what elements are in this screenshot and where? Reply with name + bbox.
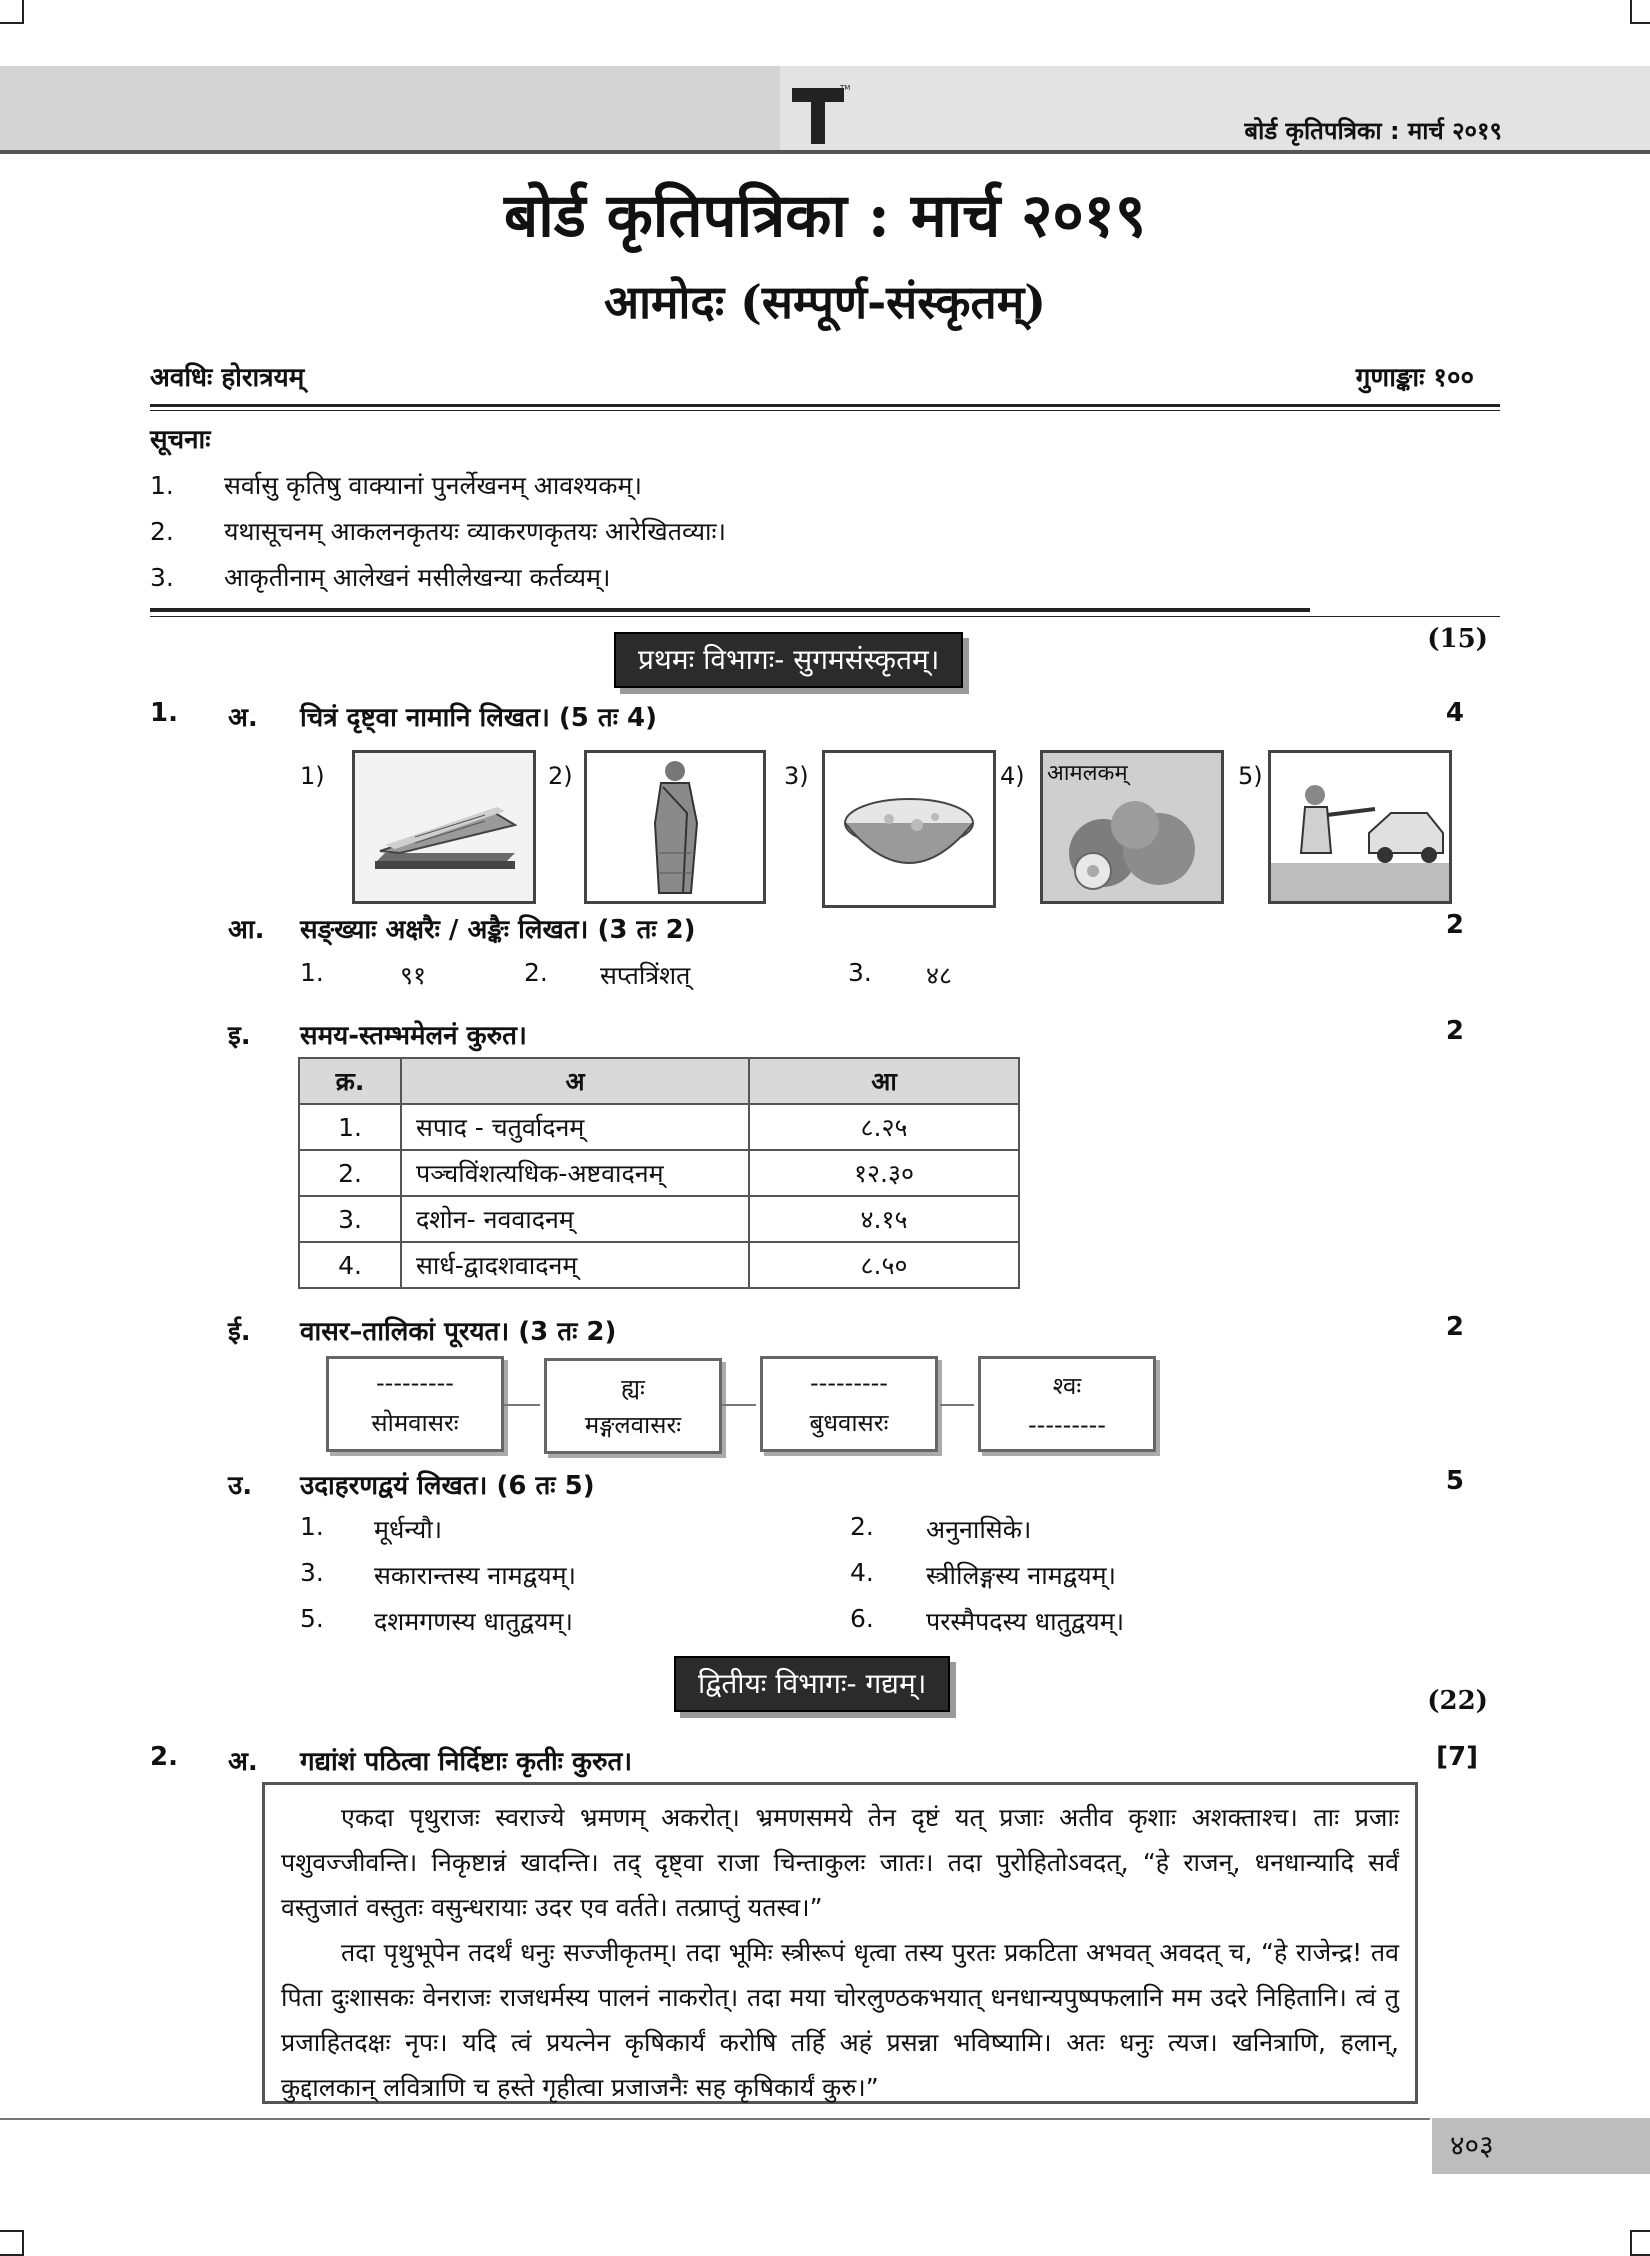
q1aa-label: आ. xyxy=(228,915,265,945)
q1aa-marks: 2 xyxy=(1445,910,1464,940)
q1u-item-num: 4. xyxy=(850,1558,874,1587)
picture-number: 5) xyxy=(1238,762,1263,790)
weekday-box: श्वः --------- xyxy=(978,1356,1156,1452)
table-header: क्र. xyxy=(299,1058,401,1104)
q1ii-label: ई. xyxy=(228,1317,251,1347)
q1u-item-text: स्त्रीलिङ्गस्य नामद्वयम्। xyxy=(926,1561,1117,1590)
q1a-label: अ. xyxy=(228,703,258,733)
table-cell: 4. xyxy=(299,1242,401,1288)
q1u-item-num: 2. xyxy=(850,1512,874,1541)
q1u-item-num: 5. xyxy=(300,1604,324,1633)
saree-woman-icon xyxy=(584,750,766,904)
picture-number: 2) xyxy=(548,762,573,790)
q1aa-item-num: 2. xyxy=(524,958,548,987)
table-cell: १२.३० xyxy=(749,1150,1019,1196)
section-2-banner: द्वितीयः विभागः- गद्यम्। xyxy=(674,1656,950,1712)
q1u-item-text: दशमगणस्य धातुद्वयम्। xyxy=(374,1607,573,1636)
q1aa-text: सङ्ख्याः अक्षरैः / अङ्कैः लिखत। (3 तः 2) xyxy=(300,915,696,945)
table-cell: सार्ध-द्वादशवादनम् xyxy=(401,1242,749,1288)
q1ii-text: वासर–तालिकां पूरयत। (3 तः 2) xyxy=(300,1317,617,1347)
q1u-item-text: सकारान्तस्य नामद्वयम्। xyxy=(374,1561,576,1590)
table-row xyxy=(299,1242,1019,1288)
q1u-item-text: अनुनासिके। xyxy=(926,1515,1032,1544)
q1i-text: समय-स्तम्भमेलनं कुरुत। xyxy=(300,1021,527,1051)
arrow-right-icon xyxy=(940,1404,974,1406)
q1i-label: इ. xyxy=(228,1021,251,1051)
header-band-left xyxy=(0,66,780,152)
svg-text:TM: TM xyxy=(840,84,850,92)
passage-paragraph: तदा पृथुभूपेन तदर्थं धनुः सज्जीकृतम्। तदा भूमिः स्त्रीरूपं धृत्वा तस्य पुरतः प्रकटिता अभवत् अवदत् च, “हे राजेन्द्र! तव पिता दुःशासकः वेनराजः राजधर्मस्य पालनं नाकरोत्। तदा मया चोरलुण्ठकभयात् धनधान्यपुष्पफलानि मम उदरे निहितानि। त्वं तु प्रजाहितदक्षः नृपः। यदि त्वं प्रयत्नेन कृषिकार्यं करोषि तर्हि अहं प्रसन्ना भविष्यामि। अतः धनुः त्यज। खनित्राणि, हलान्, कुद्दालकान् लवित्राणि च हस्ते गृहीत्वा प्रजाजनैः सह कृषिकार्यं कुरु।” xyxy=(281,1938,1399,2102)
instruction-item: 2. यथासूचनम् आकलनकृतयः व्याकरणकृतयः आरेखितव्याः। xyxy=(150,517,726,546)
man-pushing-car-icon xyxy=(1268,750,1452,904)
instructions-rule-thin xyxy=(150,616,1500,617)
table-cell: ८.२५ xyxy=(749,1104,1019,1150)
table-cell: ४.१५ xyxy=(749,1196,1019,1242)
question-1-number: 1. xyxy=(150,698,178,728)
instructions-heading: सूचनाः xyxy=(150,425,211,455)
q1aa-item-text: सप्तत्रिंशत् xyxy=(600,961,691,990)
crop-mark-bottom-left xyxy=(0,2230,24,2256)
question-2-number: 2. xyxy=(150,1742,178,1772)
time-match-table xyxy=(298,1057,1020,1289)
section-1-marks: (15) xyxy=(1427,624,1488,654)
page-title: बोर्ड कृतिपत्रिका : मार्च २०१९ xyxy=(503,181,1147,251)
q2a-label: अ. xyxy=(228,1747,258,1777)
q1a-marks: 4 xyxy=(1445,698,1464,728)
amla-caption: आमलकम् xyxy=(1047,761,1128,786)
picture-number: 3) xyxy=(784,762,809,790)
table-cell: पञ्चविंशत्यधिक-अष्टवादनम् xyxy=(401,1150,749,1196)
arrow-left-icon xyxy=(504,1404,540,1406)
crop-mark-top-right xyxy=(1630,0,1650,24)
table-header: अ xyxy=(401,1058,749,1104)
table-row xyxy=(299,1150,1019,1196)
q1u-item-num: 3. xyxy=(300,1558,324,1587)
q1u-label: उ. xyxy=(228,1471,253,1501)
instructions-rule xyxy=(150,608,1310,612)
footer-rule xyxy=(0,2118,1430,2120)
table-header-row xyxy=(299,1058,1019,1104)
weekday-box: ह्यः मङ्गलवासरः xyxy=(544,1358,722,1454)
table-cell: सपाद - चतुर्वादनम् xyxy=(401,1104,749,1150)
table-cell: ८.५० xyxy=(749,1242,1019,1288)
amla-fruit-icon xyxy=(1040,750,1224,904)
q1u-item-num: 6. xyxy=(850,1604,874,1633)
table-cell: 2. xyxy=(299,1150,401,1196)
q1aa-item-text: ९१ xyxy=(400,961,427,990)
meta-rule xyxy=(150,404,1500,407)
page-number: ४०३ xyxy=(1432,2118,1650,2174)
table-cell: 3. xyxy=(299,1196,401,1242)
q1u-item-text: परस्मैपदस्य धातुद्वयम्। xyxy=(926,1607,1125,1636)
table-row xyxy=(299,1196,1019,1242)
q1u-item-num: 1. xyxy=(300,1512,324,1541)
section-2-marks: (22) xyxy=(1427,1686,1488,1716)
arrow-left-icon xyxy=(722,1404,756,1406)
table-cell: दशोन- नववादनम् xyxy=(401,1196,749,1242)
total-marks-label: गुणाङ्काः १०० xyxy=(1355,363,1474,393)
weekday-box: --------- बुधवासरः xyxy=(760,1356,938,1452)
section-1-banner: प्रथमः विभागः- सुगमसंस्कृतम्। xyxy=(614,632,963,688)
passage-box xyxy=(262,1782,1418,2104)
instruction-item: 1. सर्वासु कृतिषु वाक्यानां पुनर्लेखनम् आवश्यकम्। xyxy=(150,471,642,500)
q1a-text: चित्रं दृष्ट्वा नामानि लिखत। (5 तः 4) xyxy=(300,703,658,733)
weekday-box: --------- सोमवासरः xyxy=(326,1356,504,1452)
crop-mark-top-left xyxy=(0,0,24,24)
q1u-item-text: मूर्धन्यौ। xyxy=(374,1515,443,1544)
q2a-marks: [7] xyxy=(1436,1742,1478,1772)
duration-label: अवधिः होरात्रयम् xyxy=(150,363,305,393)
table-header: आ xyxy=(749,1058,1019,1104)
q1aa-item-num: 1. xyxy=(300,958,324,987)
q1ii-marks: 2 xyxy=(1445,1312,1464,1342)
picture-number: 1) xyxy=(300,762,325,790)
page-subtitle: आमोदः (सम्पूर्ण-संस्कृतम्) xyxy=(604,275,1046,329)
kheer-bowl-icon xyxy=(822,750,996,908)
q1aa-item-num: 3. xyxy=(848,958,872,987)
header-rule xyxy=(0,150,1650,154)
q1u-text: उदाहरणद्वयं लिखत। (6 तः 5) xyxy=(300,1471,595,1501)
crop-mark-bottom-right xyxy=(1630,2230,1650,2256)
table-cell: 1. xyxy=(299,1104,401,1150)
picture-number: 4) xyxy=(1000,762,1025,790)
passage-paragraph: एकदा पृथुराजः स्वराज्ये भ्रमणम् अकरोत्। भ्रमणसमये तेन दृष्टं यत् प्रजाः अतीव कृशाः अशक्ताश्च। ताः प्रजाः पशुवज्जीवन्ति। निकृष्टान्नं खादन्ति। तद् दृष्ट्वा राजा चिन्ताकुलः जातः। तदा पुरोहितोऽवदत्, “हे राजन्, धनधान्यादि सर्वं वस्तुजातं वस्तुतः वसुन्धरायाः उदर एव वर्तते। तत्प्राप्तुं यतस्व।” xyxy=(281,1803,1399,1922)
table-row xyxy=(299,1104,1019,1150)
q1i-marks: 2 xyxy=(1445,1016,1464,1046)
meta-rule-thin xyxy=(150,410,1500,411)
q1aa-item-text: ४८ xyxy=(926,961,953,990)
stapler-icon xyxy=(352,750,536,904)
running-title: बोर्ड कृतिपत्रिका : मार्च २०१९ xyxy=(1244,117,1502,145)
instruction-item: 3. आकृतीनाम् आलेखनं मसीलेखन्या कर्तव्यम्। xyxy=(150,563,611,592)
q1u-marks: 5 xyxy=(1445,1466,1464,1496)
t-logo-icon xyxy=(790,82,850,146)
q2a-text: गद्यांशं पठित्वा निर्दिष्टाः कृतीः कुरुत। xyxy=(300,1747,633,1777)
